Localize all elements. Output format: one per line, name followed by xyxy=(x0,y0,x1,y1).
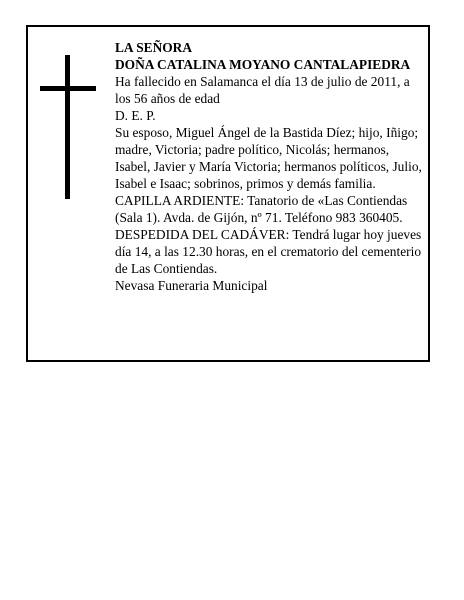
cross-icon xyxy=(40,55,96,199)
death-info: Ha fallecido en Salamanca el día 13 de julio de 2011, a los 56 años de edad xyxy=(115,74,410,106)
deceased-name: DOÑA CATALINA MOYANO CANTALAPIEDRA xyxy=(115,57,411,72)
family-members: Su esposo, Miguel Ángel de la Bastida Díez; hijo, Iñigo; madre, Victoria; padre político, Nicolás; hermanos, Isabel, Javier y María Victoria; hermanos políticos, Julio, Isabel e Isaac; sobrinos, primos y demás familia. xyxy=(115,125,422,191)
obituary-notice xyxy=(26,25,430,362)
notice-title: LA SEÑORA xyxy=(115,40,193,55)
farewell-info: DESPEDIDA DEL CADÁVER: Tendrá lugar hoy jueves día 14, a las 12.30 horas, en el crematorio del cementerio de Las Contiendas. xyxy=(115,227,422,276)
chapel-info: CAPILLA ARDIENTE: Tanatorio de «Las Contiendas (Sala 1). Avda. de Gijón, nº 71. Teléfono 983 360405. xyxy=(115,193,408,225)
funeral-home: Nevasa Funeraria Municipal xyxy=(115,278,268,293)
cross-horizontal-bar xyxy=(40,86,96,91)
cross-vertical-bar xyxy=(65,55,70,199)
rest-in-peace: D. E. P. xyxy=(115,108,156,123)
notice-text xyxy=(115,39,427,294)
